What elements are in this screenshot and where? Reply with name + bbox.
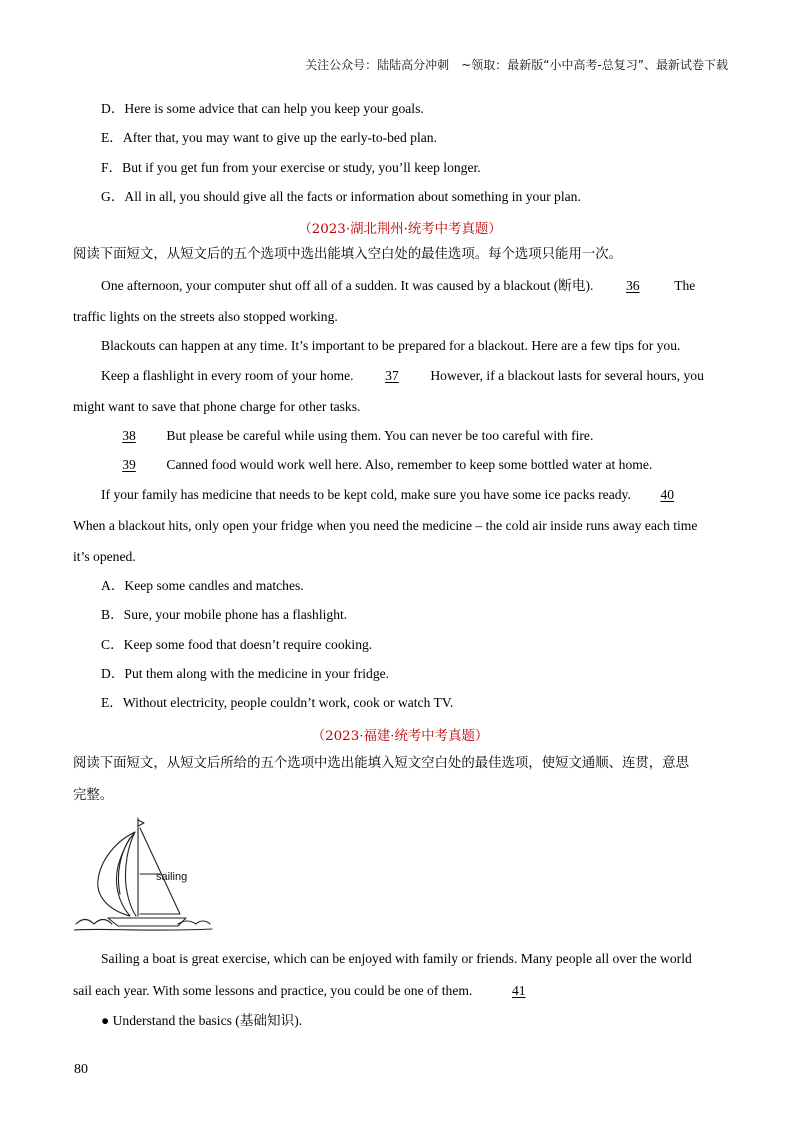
sailboat-image (74, 814, 214, 932)
section2-paragraph1-line2 (73, 983, 554, 999)
blank-40: 40 (660, 487, 675, 502)
page-number: 80 (74, 1062, 88, 1077)
blank-41: 41 (511, 983, 526, 998)
section2-source: （2023·福建·统考中考真题） (311, 729, 489, 744)
text-span: sail each year. With some lessons and practice, you could be one of them. (73, 983, 473, 998)
page-header: 关注公众号：陆陆高分冲刺 ~领取：最新版“小中高考-总复习”、最新试卷下载 (305, 58, 728, 72)
section1-paragraph6-line1 (101, 487, 694, 503)
section2-paragraph1-line1: Sailing a boat is great exercise, which can be enjoyed with family or friends. Many people all over the world (101, 951, 692, 966)
blank-38: 38 (122, 428, 136, 443)
image-label: sailing (156, 871, 188, 883)
text-span: However, if a blackout lasts for several hours, you (430, 368, 704, 383)
text-span: If your family has medicine that needs to be kept cold, make sure you have some ice packs ready. (101, 487, 631, 502)
section1-option-d: D．Put them along with the medicine in your fridge. (101, 666, 390, 681)
blank-36: 36 (626, 278, 640, 293)
text-span: But please be careful while using them. You can never be too careful with fire. (166, 428, 594, 443)
section1-option-a: A．Keep some candles and matches. (101, 578, 304, 593)
blank-39: 39 (122, 457, 136, 472)
section2-instruction-line2: 完整。 (73, 788, 114, 803)
section1-paragraph1-line2: traffic lights on the streets also stopped working. (73, 309, 338, 324)
section2-instruction-line1: 阅读下面短文，从短文后所给的五个选项中选出能填入短文空白处的最佳选项，使短文通顺、连贯，意思 (73, 756, 689, 771)
text-span: The (674, 278, 696, 293)
section1-paragraph1-line1 (101, 278, 695, 294)
prev-option-e: E．After that, you may want to give up the early-to-bed plan. (101, 130, 437, 145)
blank-37: 37 (385, 368, 399, 383)
text-span: Keep a flashlight in every room of your home. (101, 368, 354, 383)
section1-paragraph3-line1 (101, 368, 704, 384)
text-span: Canned food would work well here. Also, remember to keep some bottled water at home. (166, 457, 653, 472)
section1-option-e: E．Without electricity, people couldn’t work, cook or watch TV. (101, 695, 454, 710)
section1-option-c: C．Keep some food that doesn’t require cooking. (101, 637, 373, 652)
section1-option-b: B．Sure, your mobile phone has a flashlight. (101, 607, 348, 622)
prev-option-d: D．Here is some advice that can help you keep your goals. (101, 101, 424, 116)
prev-option-g: G．All in all, you should give all the facts or information about something in your plan. (101, 189, 581, 204)
prev-option-f: F．But if you get fun from your exercise or study, you’ll keep longer. (101, 160, 481, 175)
text-span: One afternoon, your computer shut off all of a sudden. It was caused by a blackout (断电). (101, 278, 594, 293)
section1-paragraph5 (101, 457, 652, 473)
section2-bullet1: ● Understand the basics (基础知识). (101, 1013, 303, 1028)
section1-paragraph6-line3: it’s opened. (73, 549, 136, 564)
section1-source: （2023·湖北荆州·统考中考真题） (298, 222, 502, 237)
section1-paragraph6-line2: When a blackout hits, only open your fridge when you need the medicine – the cold air inside runs away each time (73, 518, 698, 533)
section1-paragraph2: Blackouts can happen at any time. It’s important to be prepared for a blackout. Here are a few tips for you. (101, 338, 681, 353)
section1-instruction: 阅读下面短文，从短文后的五个选项中选出能填入空白处的最佳选项。每个选项只能用一次。 (73, 247, 623, 262)
section1-paragraph4 (101, 428, 593, 444)
section1-paragraph3-line2: might want to save that phone charge for other tasks. (73, 399, 361, 414)
